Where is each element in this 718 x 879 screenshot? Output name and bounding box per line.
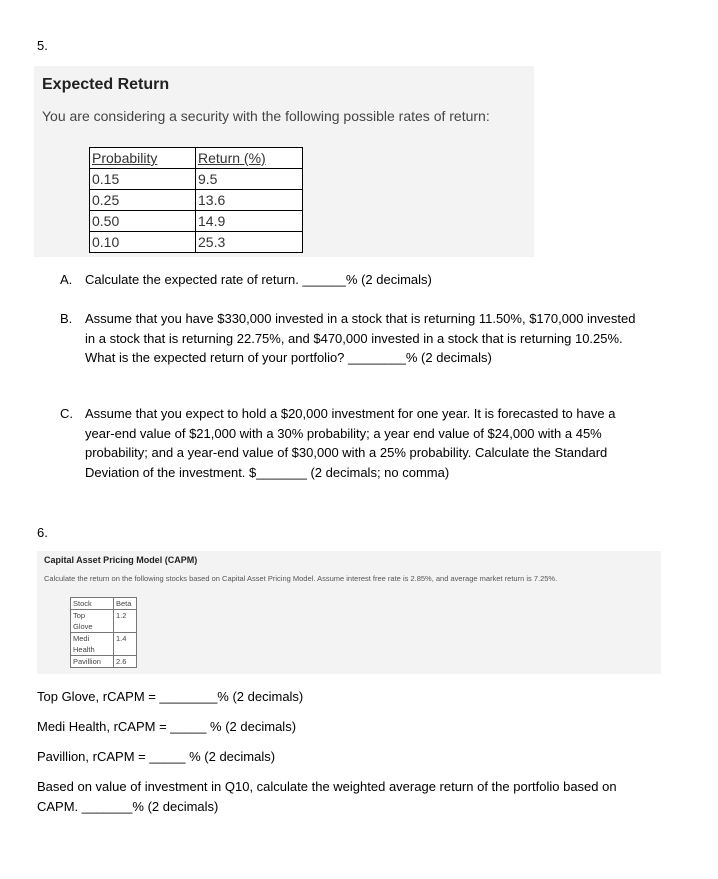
- capm-panel: [37, 551, 661, 674]
- stock-name-line: Medi: [73, 634, 90, 643]
- stock-name-line: Top: [73, 611, 86, 620]
- header-stock: Stock: [71, 598, 114, 610]
- expected-return-panel: [34, 66, 534, 257]
- question-number-6: 6.: [37, 525, 48, 540]
- panel-title: Expected Return: [42, 76, 170, 93]
- question-number-5: 5.: [37, 38, 48, 53]
- return-cell: 14.9: [196, 211, 303, 232]
- beta-cell: 2.6: [114, 656, 137, 668]
- table-row: [90, 211, 303, 232]
- return-cell: 13.6: [196, 190, 303, 211]
- item-line: probability; and a year-end value of $30,000 with a 25% probability. Calculate the Standard: [85, 445, 608, 460]
- table-row: [90, 232, 303, 253]
- probability-cell: 0.25: [90, 190, 196, 211]
- item-letter: A.: [60, 272, 73, 287]
- item-line: What is the expected return of your portfolio? ________% (2 decimals): [85, 350, 492, 365]
- pavillion-line: Pavillion, rCAPM = _____ % (2 decimals): [37, 749, 276, 764]
- item-text: Calculate the expected rate of return. ______% (2 decimals): [85, 272, 432, 287]
- panel-title: Capital Asset Pricing Model (CAPM): [44, 555, 198, 565]
- question-line: CAPM. _______% (2 decimals): [37, 798, 219, 814]
- beta-table: [70, 597, 137, 668]
- table-row: [71, 610, 137, 633]
- stock-cell: [71, 633, 114, 656]
- beta-cell: 1.4: [114, 633, 137, 656]
- medi-health-line: Medi Health, rCAPM = _____ % (2 decimals): [37, 719, 297, 734]
- table-row: [90, 190, 303, 211]
- item-line: in a stock that is returning 22.75%, and $470,000 invested in a stock that is returning 10.25%.: [85, 330, 623, 346]
- table-row: [90, 169, 303, 190]
- item-line: Assume that you have $330,000 invested in a stock that is returning 11.50%, $170,000 invested: [85, 311, 636, 326]
- item-line: Assume that you expect to hold a $20,000 investment for one year. It is forecasted to have a: [85, 406, 616, 421]
- return-cell: 25.3: [196, 232, 303, 253]
- stock-cell: [71, 610, 114, 633]
- stock-name-line: Health: [73, 645, 95, 654]
- top-glove-line: Top Glove, rCAPM = ________% (2 decimals): [37, 689, 304, 704]
- stock-cell: [71, 656, 114, 668]
- table-header-row: [71, 598, 137, 610]
- table-row: [71, 656, 137, 668]
- item-line: Deviation of the investment. $_______ (2 decimals; no comma): [85, 464, 450, 480]
- item-letter: C.: [60, 406, 73, 421]
- question-line: Based on value of investment in Q10, calculate the weighted average return of the portfolio based on: [37, 779, 617, 794]
- table-header-row: [90, 148, 303, 169]
- item-letter: B.: [60, 311, 73, 326]
- panel-subtitle: Calculate the return on the following stocks based on Capital Asset Pricing Model. Assume interest free rate is 2.85%, and average market return is 7.25%.: [44, 574, 558, 583]
- table-row: [71, 633, 137, 656]
- stock-name-line: Pavillion: [73, 657, 101, 666]
- item-line: year-end value of $21,000 with a 30% probability; a year end value of $24,000 with a 45%: [85, 425, 602, 441]
- header-return: Return (%): [196, 148, 303, 169]
- weighted-average-question: [37, 777, 617, 816]
- beta-cell: 1.2: [114, 610, 137, 633]
- probability-cell: 0.10: [90, 232, 196, 253]
- returns-table: [89, 147, 303, 253]
- return-cell: 9.5: [196, 169, 303, 190]
- panel-subtitle: You are considering a security with the following possible rates of return:: [42, 108, 490, 124]
- header-beta: Beta: [114, 598, 137, 610]
- probability-cell: 0.50: [90, 211, 196, 232]
- probability-cell: 0.15: [90, 169, 196, 190]
- stock-name-line: Glove: [73, 622, 93, 631]
- header-probability: Probability: [90, 148, 196, 169]
